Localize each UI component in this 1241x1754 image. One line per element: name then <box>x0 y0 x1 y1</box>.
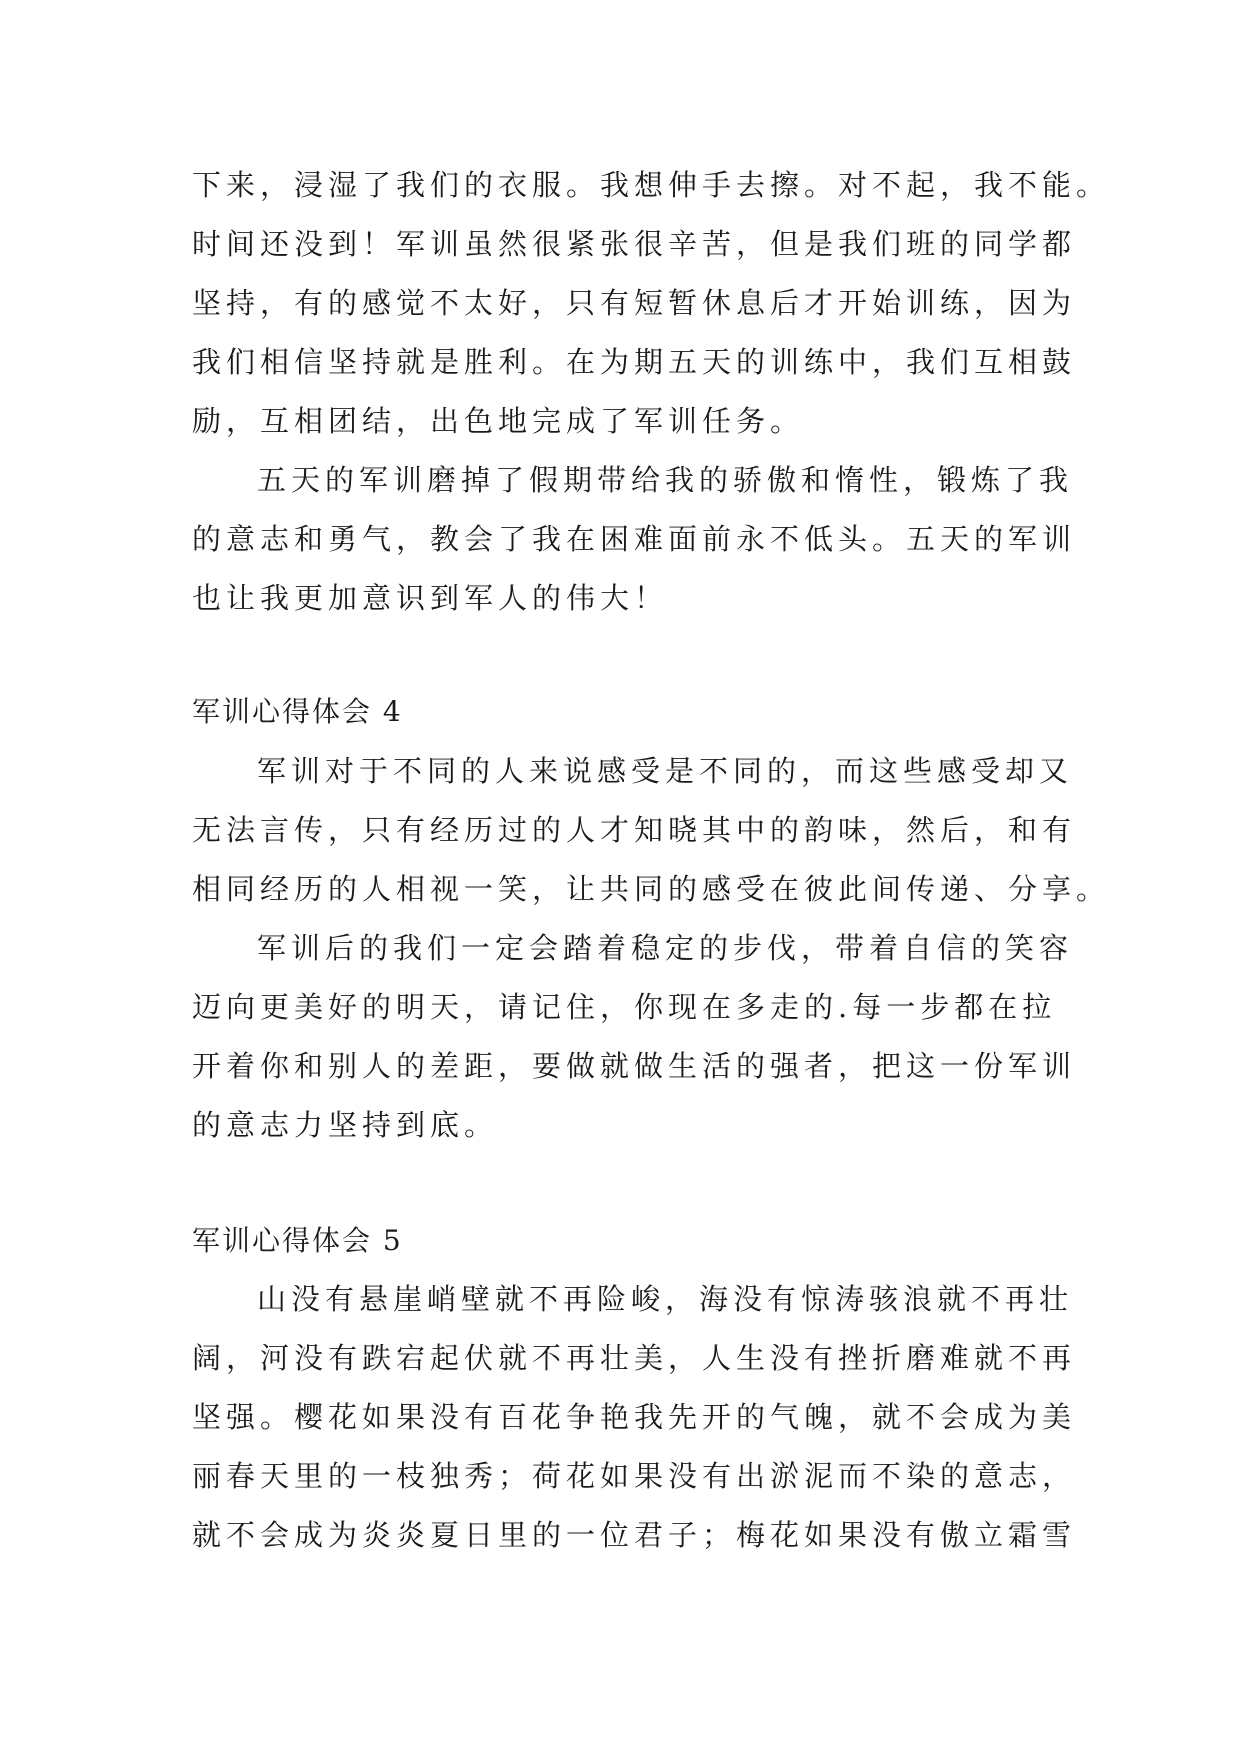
paragraph <box>192 919 1077 1155</box>
paragraph <box>192 1270 1077 1565</box>
text-line: 迈向更美好的明天，请记住，你现在多走的.每一步都在拉 <box>192 990 1057 1024</box>
text-line: 坚强。樱花如果没有百花争艳我先开的气魄，就不会成为美 <box>192 1400 1077 1434</box>
text-line: 丽春天里的一枝独秀；荷花如果没有出淤泥而不染的意志， <box>192 1459 1077 1493</box>
text-line: 坚持，有的感觉不太好，只有短暂休息后才开始训练，因为 <box>192 286 1077 320</box>
paragraph <box>192 451 1077 628</box>
section-heading: 军训心得体会 5 <box>192 1224 403 1257</box>
text-line: 军训后的我们一定会踏着稳定的步伐，带着自信的笑容 <box>257 931 1074 965</box>
section-heading: 军训心得体会 4 <box>192 695 403 728</box>
text-line: 五天的军训磨掉了假期带给我的骄傲和惰性，锻炼了我 <box>257 463 1074 497</box>
text-line: 励，互相团结，出色地完成了军训任务。 <box>192 404 805 438</box>
text-line: 无法言传，只有经历过的人才知晓其中的韵味，然后，和有 <box>192 813 1077 847</box>
section-3-body <box>192 156 1111 628</box>
text-line: 的意志力坚持到底。 <box>192 1108 499 1142</box>
text-line: 相同经历的人相视一笑，让共同的感受在彼此间传递、分享。 <box>192 872 1111 906</box>
text-line: 时间还没到！军训虽然很紧张很辛苦，但是我们班的同学都 <box>192 227 1077 261</box>
paragraph <box>192 156 1111 451</box>
text-line: 的意志和勇气，教会了我在困难面前永不低头。五天的军训 <box>192 522 1077 556</box>
text-line: 军训对于不同的人来说感受是不同的，而这些感受却又 <box>257 754 1074 788</box>
section-4-body <box>192 742 1111 1155</box>
text-line: 下来，浸湿了我们的衣服。我想伸手去擦。对不起，我不能。 <box>192 168 1111 202</box>
text-line: 山没有悬崖峭壁就不再险峻，海没有惊涛骇浪就不再壮 <box>257 1282 1074 1316</box>
text-line: 就不会成为炎炎夏日里的一位君子；梅花如果没有傲立霜雪 <box>192 1518 1077 1552</box>
text-line: 我们相信坚持就是胜利。在为期五天的训练中，我们互相鼓 <box>192 345 1077 379</box>
paragraph <box>192 742 1111 919</box>
text-line: 也让我更加意识到军人的伟大！ <box>192 581 669 615</box>
section-5-body <box>192 1270 1077 1565</box>
text-line: 阔，河没有跌宕起伏就不再壮美，人生没有挫折磨难就不再 <box>192 1341 1077 1375</box>
text-line: 开着你和别人的差距，要做就做生活的强者，把这一份军训 <box>192 1049 1077 1083</box>
